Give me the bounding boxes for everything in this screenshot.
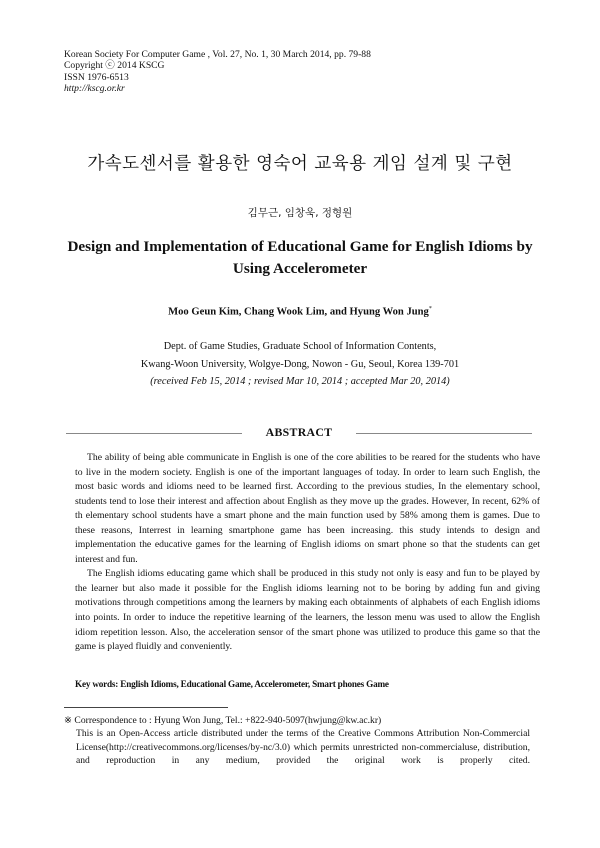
journal-url[interactable]: http://kscg.or.kr [64,83,125,95]
korean-authors: 김무근, 임창욱, 정형원 [247,207,353,219]
abstract-rule-right [356,433,532,434]
abstract-heading-row [66,425,532,441]
footnote-divider [64,707,228,708]
abstract-paragraph-2: The English idioms educating game which shall be produced in this study not only is easy and fun to be played by the learner but also made it possible for the English idioms learning not to be boring by adding fun and giving motivations through competitions among the learners by making each obtainments of alphabets of each English idioms into points. In order to induce the repetitive learning of the learners, the lesson menu was used to allow the English idiom repetition lesson. Also, the acceleration sensor of the smart phone was utilized to produce this game so that the game is played fluidly and conveniently. [75,568,540,653]
copyright-notice: Copyright ⓒ 2014 KSCG [64,60,165,72]
affiliation-line-1: Dept. of Game Studies, Graduate School of Information Contents, [163,341,437,352]
journal-citation: Korean Society For Computer Game , Vol. 27, No. 1, 30 March 2014, pp. 79-88 [64,49,371,60]
affiliation-line-2: Kwang-Woon University, Wolgye-Dong, Nowon - Gu, Seoul, Korea 139-701 [140,358,460,370]
korean-title: 가속도센서를 활용한 영숙어 교육용 게임 설계 및 구현 [87,154,513,174]
keywords: Key words: English Idioms, Educational Game, Accelerometer, Smart phones Game [75,679,389,689]
issn: ISSN 1976-6513 [64,71,129,83]
abstract-paragraph-1: The ability of being able communicate in English is one of the core abilities to be reared for the students who have to live in the modern society. English is one of the important languages of today. In order to learn such English, the most basic words and idioms need to be learned first. According to the previous studies, In the elementary school, students tend to lose their interest and affection about English as they move up the grades. However, In recent, 62% of th elementary school students have a smart phone and the main function used by 58% among them is games. Due to these reasons, Interrest in learning smartphone game has been increasing. this study intends to design and implementation the educative games for the learning of English idioms on smart phone so that the students can get interest and fun. [75,452,540,565]
corresponding-author-mark: * [428,306,432,312]
english-authors-names: Moo Geun Kim, Chang Wook Lim, and Hyung Won Jung [168,306,429,318]
english-title-line-2: Using Accelerometer [232,260,368,277]
english-title-line-1: Design and Implementation of Educational Game for English Idioms by [67,238,533,255]
journal-masthead [64,49,371,95]
correspondence-note: ※ Correspondence to : Hyung Won Jung, Tel.: +822-940-5097(hwjung@kw.ac.kr) [64,715,382,726]
abstract-body [75,451,540,655]
footnote [64,714,530,767]
abstract-heading: ABSTRACT [265,425,333,439]
english-authors [0,306,600,318]
english-title [60,236,540,280]
open-access-note: This is an Open-Access article distributed under the terms of the Creative Commons Attribution Non-Commercial License(http://creativecommons.org/licenses/by-nc/3.0) which permits unrestricted non-commercialuse, distribution, and reproduction in any medium, provided the original work is properly cited. [76,728,530,766]
affiliation-block [0,338,600,391]
submission-dates: (received Feb 15, 2014 ; revised Mar 10, 2014 ; accepted Mar 20, 2014) [150,376,450,387]
